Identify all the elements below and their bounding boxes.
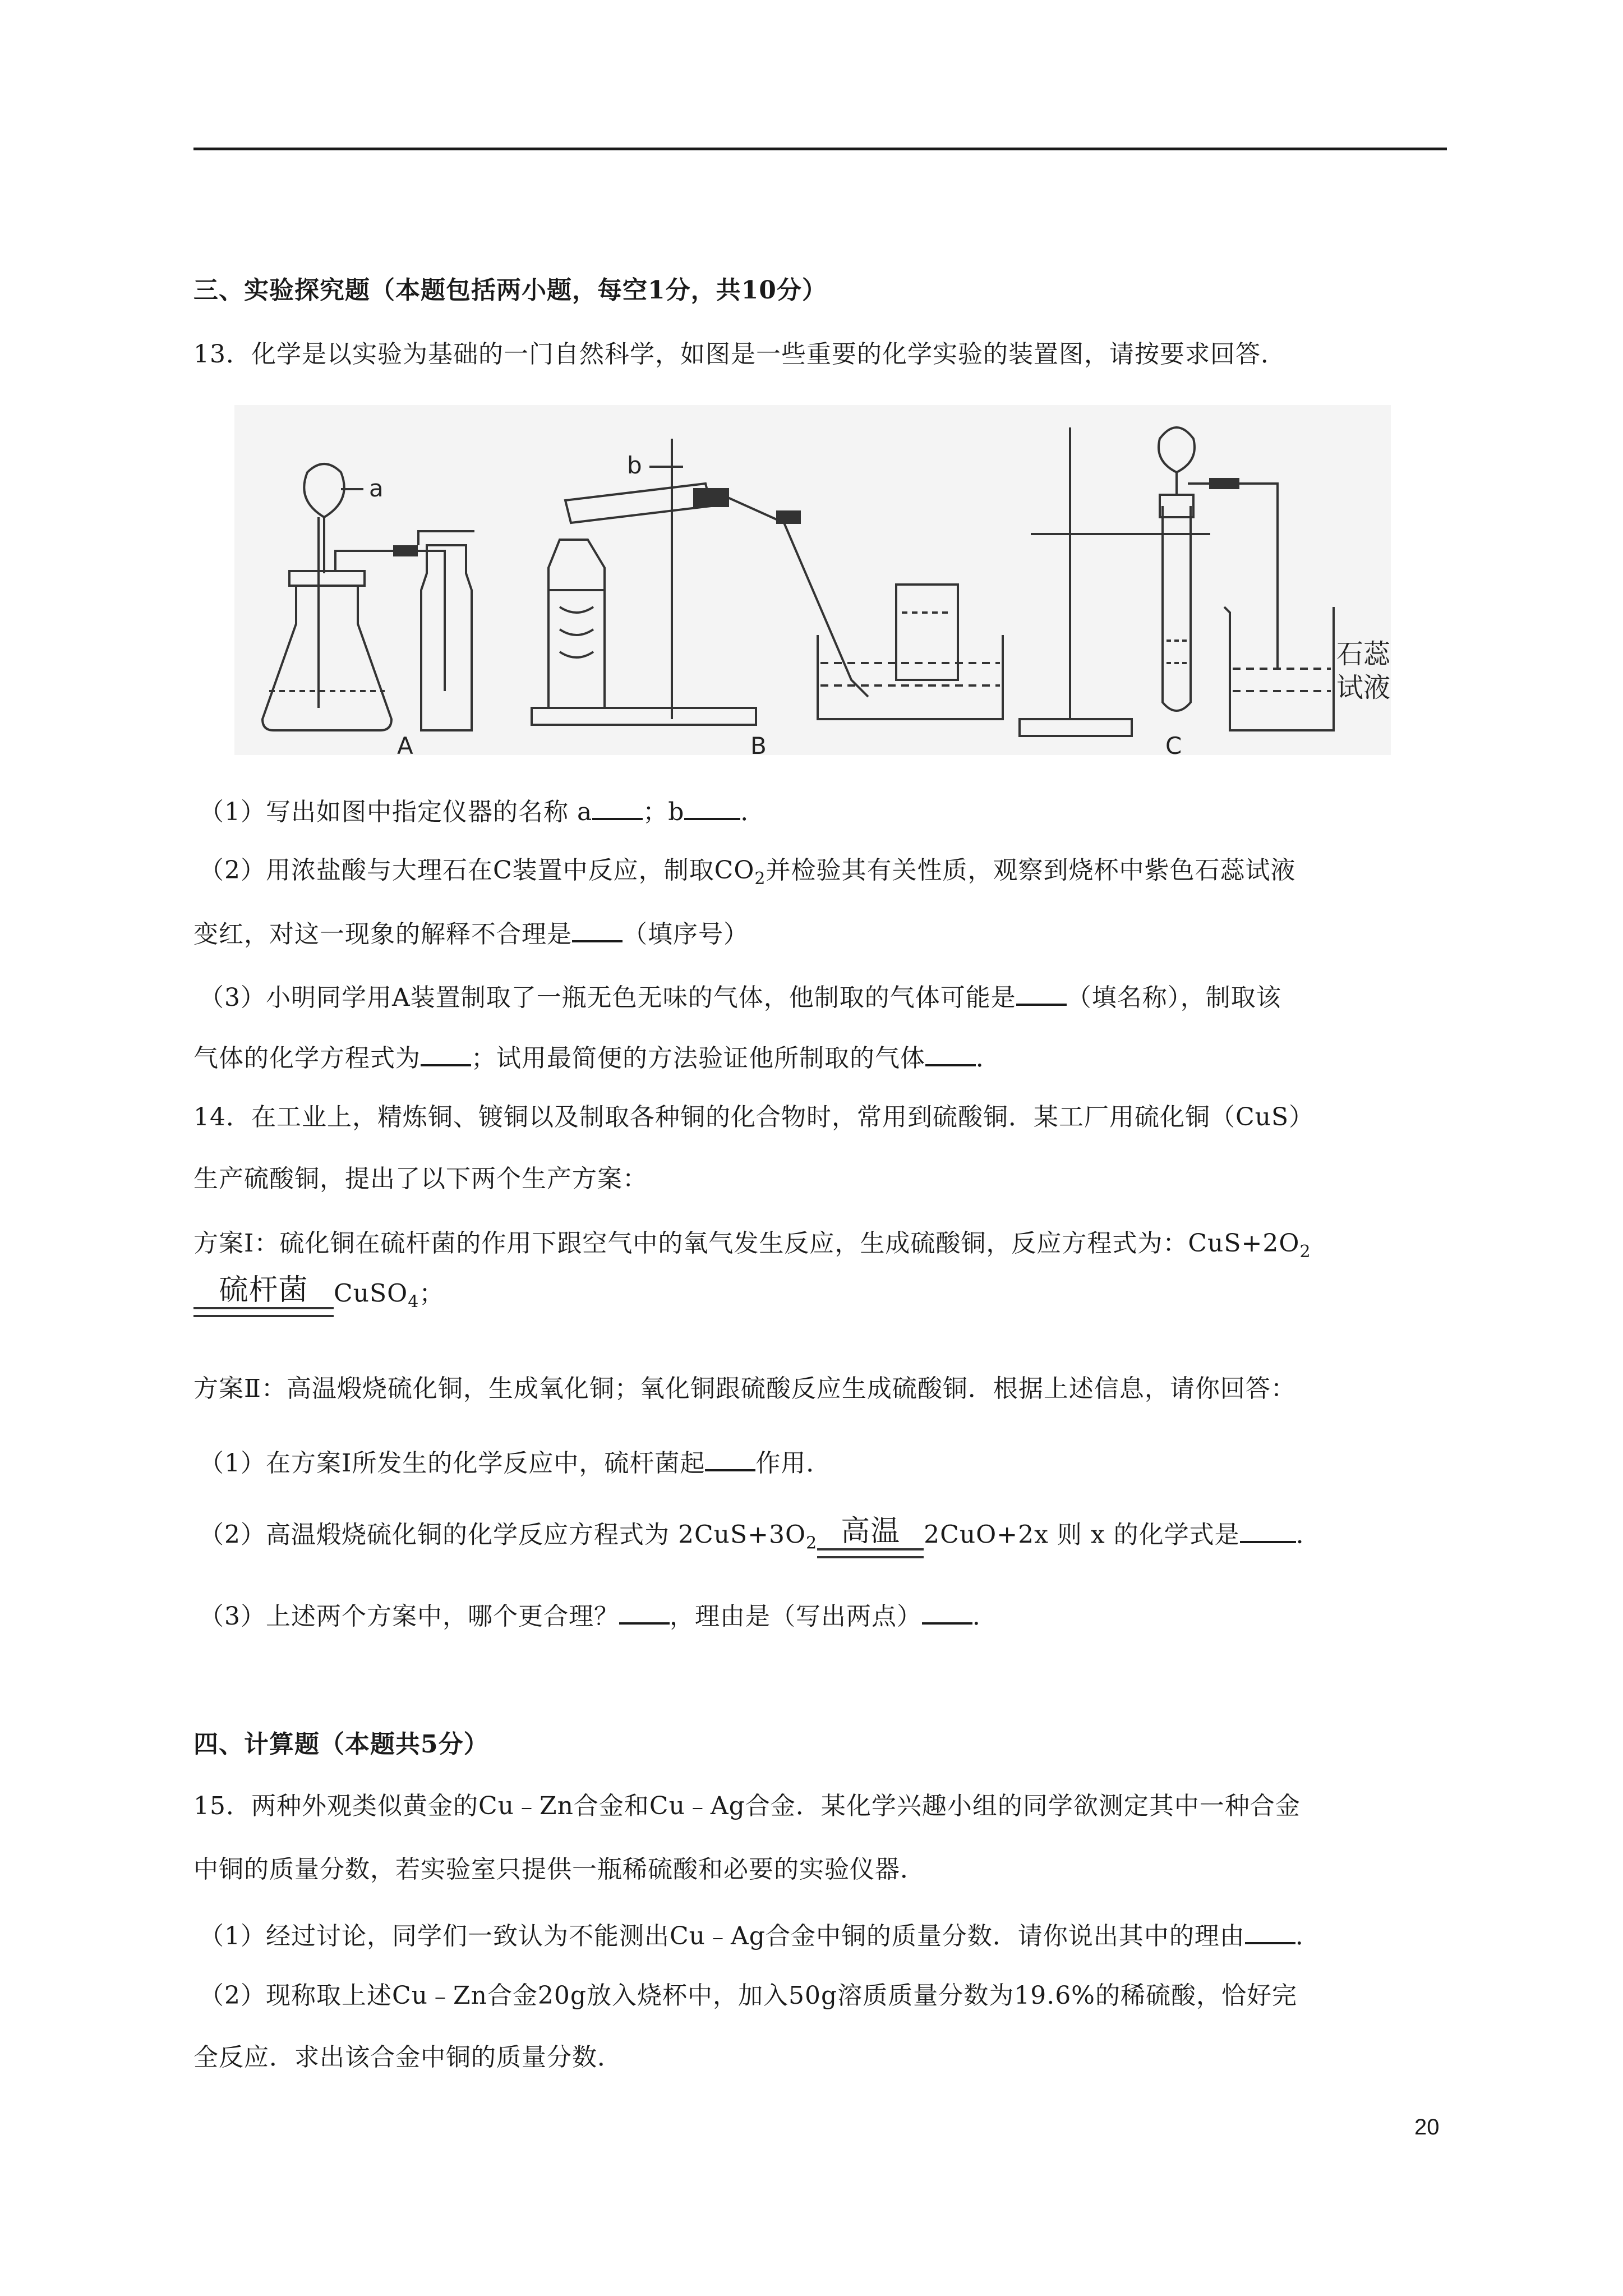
q14-part1: （1）在方案Ⅰ所发生的化学反应中，硫杆菌起 作用．	[199, 1444, 831, 1480]
answer-blank[interactable]	[684, 793, 740, 820]
caption-a: A	[397, 732, 413, 755]
apparatus-figure	[234, 405, 1391, 755]
label-b: b	[627, 452, 642, 479]
q13-part2-line2: 变红，对这一现象的解释不合理是 （填序号）	[193, 915, 749, 951]
answer-blank[interactable]	[925, 1039, 976, 1066]
section4-heading: 四、计算题（本题共5分）	[193, 1730, 489, 1759]
answer-blank[interactable]	[705, 1444, 755, 1471]
q14-part3: （3）上述两个方案中，哪个更合理？ ，理由是（写出两点） ．	[199, 1598, 998, 1634]
q13-part2-line1: （2）用浓盐酸与大理石在C装置中反应，制取$CO_2$并检验其有关性质，观察到烧杯中紫色石蕊试液	[199, 856, 1296, 889]
q13-part1: （1）写出如图中指定仪器的名称 a ；b ．	[199, 793, 766, 829]
answer-blank[interactable]	[1245, 1917, 1295, 1944]
q13-part3-line1: （3）小明同学用A装置制取了一瓶无色无味的气体，他制取的气体可能是 （填名称），制取该	[199, 979, 1281, 1015]
label-a: a	[369, 475, 384, 502]
litmus-label-1: 石蕊	[1336, 638, 1391, 670]
reaction-condition: 硫杆菌	[193, 1273, 334, 1317]
q14-plan1-equation: 硫杆菌 CuSO$_4$；	[193, 1273, 444, 1317]
header-rule	[193, 148, 1447, 150]
q15-stem-line2: 中铜的质量分数，若实验室只提供一瓶稀硫酸和必要的实验仪器．	[193, 1855, 925, 1884]
reaction-condition: 高温	[817, 1515, 924, 1558]
page-number: 20	[1414, 2115, 1440, 2139]
q15-part1: （1）经过讨论，同学们一致认为不能测出Cu﹣Ag合金中铜的质量分数．请你说出其中的理由 ．	[199, 1917, 1321, 1953]
q14-stem-line1: 14．在工业上，精炼铜、镀铜以及制取各种铜的化合物时，常用到硫酸铜．某工厂用硫化铜（CuS）	[193, 1103, 1315, 1131]
q13-part3-line2: 气体的化学方程式为 ；试用最简便的方法验证他所制取的气体 ．	[193, 1039, 1001, 1075]
q14-part2: （2）高温煅烧硫化铜的化学反应方程式为 $2CuS+3O_2$ 高温 2CuO+2x 则 x 的化学式是 ．	[199, 1515, 1321, 1558]
litmus-label-2: 试液	[1336, 672, 1391, 703]
q15-stem-line1: 15．两种外观类似黄金的Cu﹣Zn合金和Cu﹣Ag合金．某化学兴趣小组的同学欲测定其中一种合金	[193, 1792, 1301, 1820]
q15-part2-line1: （2）现称取上述Cu﹣Zn合金20g放入烧杯中，加入50g溶质质量分数为19.6%的稀硫酸，恰好完	[199, 1981, 1297, 2010]
q14-plan2: 方案Ⅱ：高温煅烧硫化铜，生成氧化铜；氧化铜跟硫酸反应生成硫酸铜．根据上述信息，请你回答：	[193, 1374, 1296, 1403]
answer-blank[interactable]	[1016, 979, 1067, 1006]
answer-blank[interactable]	[922, 1598, 972, 1625]
answer-blank[interactable]	[1240, 1516, 1296, 1543]
q14-stem-line2: 生产硫酸铜，提出了以下两个生产方案：	[193, 1165, 648, 1193]
answer-blank[interactable]	[421, 1039, 471, 1066]
q13-stem: 13．化学是以实验为基础的一门自然科学，如图是一些重要的化学实验的装置图，请按要求回答．	[193, 340, 1286, 369]
q14-plan1: 方案Ⅰ：硫化铜在硫杆菌的作用下跟空气中的氧气发生反应，生成硫酸铜，反应方程式为：$CuS+2O_2$	[193, 1229, 1311, 1262]
answer-blank[interactable]	[592, 793, 643, 820]
caption-b: B	[750, 732, 767, 755]
section3-heading: 三、实验探究题（本题包括两小题，每空1分，共10分）	[193, 276, 827, 305]
answer-blank[interactable]	[572, 915, 623, 942]
q15-part2-line2: 全反应．求出该合金中铜的质量分数．	[193, 2043, 623, 2072]
caption-c: C	[1165, 732, 1182, 755]
answer-blank[interactable]	[619, 1598, 670, 1625]
